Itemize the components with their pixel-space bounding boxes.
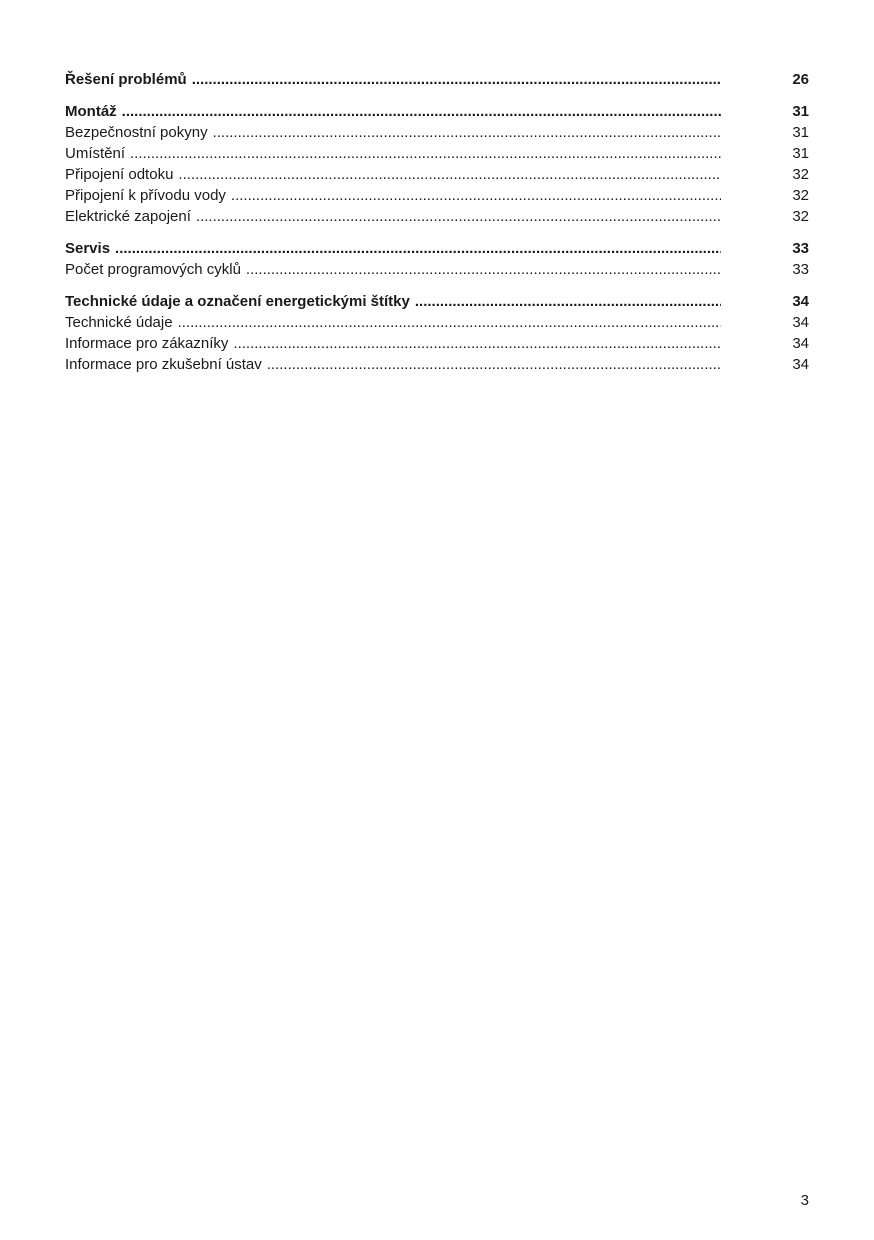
toc-item-row[interactable] <box>65 164 809 185</box>
toc-item-page: 34 <box>792 335 809 352</box>
dot-leader <box>110 238 779 259</box>
toc-item-page: 31 <box>792 124 809 141</box>
toc-item-page: 32 <box>792 187 809 204</box>
toc-item-title: Informace pro zákazníky <box>65 335 229 352</box>
toc-heading-page: 31 <box>792 103 809 120</box>
toc-item-row[interactable] <box>65 122 809 143</box>
toc-item-title: Umístění <box>65 145 126 162</box>
toc-section <box>65 238 809 280</box>
toc-item-title: Technické údaje <box>65 314 173 331</box>
toc-heading-row[interactable] <box>65 69 809 90</box>
toc-item-title: Připojení k přívodu vody <box>65 187 226 204</box>
dot-leader <box>208 122 779 143</box>
toc-item-row[interactable] <box>65 185 809 206</box>
page-number: 3 <box>800 1192 809 1209</box>
toc-item-title: Připojení odtoku <box>65 166 174 183</box>
toc-item-title: Bezpečnostní pokyny <box>65 124 208 141</box>
toc-item-row[interactable] <box>65 312 809 333</box>
dot-leader <box>226 185 779 206</box>
toc-section <box>65 101 809 227</box>
dot-leader <box>187 69 779 90</box>
dot-leader <box>173 164 779 185</box>
toc-item-page: 32 <box>792 166 809 183</box>
toc-heading-row[interactable] <box>65 291 809 312</box>
dot-leader <box>262 354 779 375</box>
toc-heading-page: 33 <box>792 240 809 257</box>
toc-heading-page: 34 <box>792 293 809 310</box>
toc-item-row[interactable] <box>65 354 809 375</box>
toc-item-page: 31 <box>792 145 809 162</box>
dot-leader <box>117 101 779 122</box>
toc-item-row[interactable] <box>65 333 809 354</box>
toc-heading-row[interactable] <box>65 238 809 259</box>
toc-section <box>65 69 809 90</box>
dot-leader <box>410 291 779 312</box>
toc-heading-title: Montáž <box>65 103 117 120</box>
toc-heading-title: Řešení problémů <box>65 71 187 88</box>
toc-heading-title: Servis <box>65 240 111 257</box>
toc-item-row[interactable] <box>65 143 809 164</box>
toc-item-row[interactable] <box>65 259 809 280</box>
dot-leader <box>173 312 779 333</box>
dot-leader <box>228 333 779 354</box>
toc-heading-row[interactable] <box>65 101 809 122</box>
toc-item-title: Počet programových cyklů <box>65 261 241 278</box>
toc-section <box>65 291 809 375</box>
toc-item-page: 34 <box>792 356 809 373</box>
toc-item-row[interactable] <box>65 206 809 227</box>
dot-leader <box>125 143 779 164</box>
toc-heading-page: 26 <box>792 71 809 88</box>
dot-leader <box>241 259 779 280</box>
toc-heading-title: Technické údaje a označení energetickými štítky <box>65 293 410 310</box>
toc-item-page: 32 <box>792 208 809 225</box>
toc-item-title: Elektrické zapojení <box>65 208 191 225</box>
toc-item-page: 33 <box>792 261 809 278</box>
dot-leader <box>191 206 779 227</box>
toc-item-page: 34 <box>792 314 809 331</box>
toc-item-title: Informace pro zkušební ústav <box>65 356 262 373</box>
table-of-contents <box>65 69 809 386</box>
